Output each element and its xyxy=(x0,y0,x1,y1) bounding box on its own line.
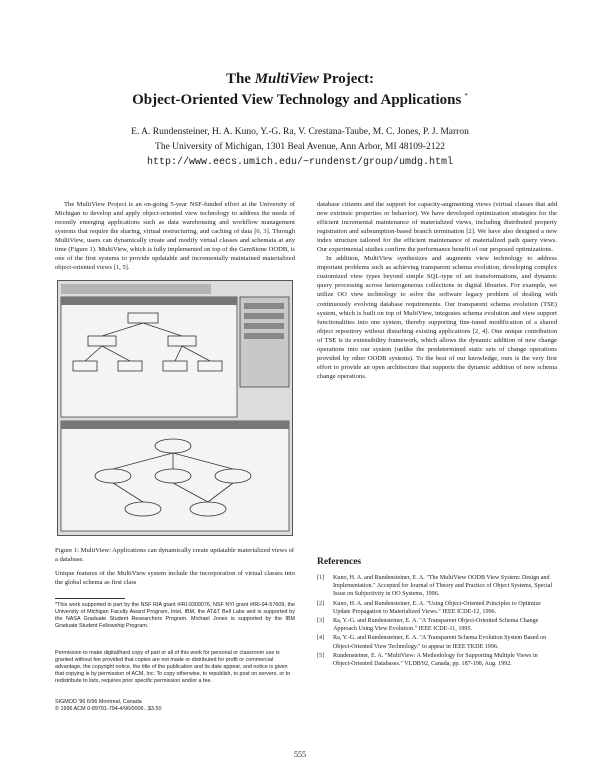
reference-number: [3] xyxy=(317,618,325,625)
reference-item xyxy=(317,652,557,668)
reference-item xyxy=(317,617,557,633)
title-footnote-mark: * xyxy=(464,92,468,100)
reference-item xyxy=(317,600,557,616)
references-heading: References xyxy=(317,557,362,567)
reference-item xyxy=(317,574,557,599)
copyright-isbn: © 1996 ACM 0-89791-794-4/96/0006...$3.50 xyxy=(55,706,162,712)
left-column-para-2: Unique features of the MultiView system include the incorporation of virtual classes into the global schema as first class xyxy=(55,570,295,587)
author-list: E. A. Rundensteiner, H. A. Kuno, Y.-G. Ra, V. Crestana-Taube, M. C. Jones, P. J. Marron xyxy=(131,127,469,137)
right-column xyxy=(317,200,557,381)
permission-notice: Permission to make digital/hard copy of part or all of this work for personal or classroom use is granted without fee provided that copies are not made or distributed for profit or commercial advantage, the copyright notice, the title of the publication and its date appear, and notice is given that copying is by permission of ACM, Inc. To copy otherwise, to republish, to post on servers, or to redistribute to lists, requires prior specific permission and/or a fee. xyxy=(55,650,291,684)
right-para-2: In addition, MultiView synthesizes and augments view technology to address important problems such as achieving transparent schema evolution, developing complex customized view types beyond simple SQL-type of set transformations, and dynamic query processing across heterogeneous collections in digital libraries. For example, we utilize OO view technology to solve the software legacy problem of dealing with continuously evolving database requirements. Our transparent schema evolution (TSE) system, which is built on top of MultiView, integrates schema evolution and view support functionalities into one system, thereby supporting fine-tuned modification of a shared object repository without disturbing existing applications [2, 4]. One unique contribution of TSE is its extensibility framework, which allows the dynamic addition of new change operations into our system (unlike the predetermined static sets of change operations provided by other OODB systems). To the best of our knowledge, ours is the very first effort to provide an open architecture that supports the dynamic addition of new schema change operations. xyxy=(317,255,557,380)
figure-1-caption: Figure 1: MultiView: Applications can dynamically create updatable materialized views of a database. xyxy=(55,547,295,564)
title-subtitle: Object-Oriented View Technology and Applications xyxy=(132,92,462,108)
project-url: http://www.eecs.umich.edu/~rundenst/group/umdg.html xyxy=(146,157,454,168)
left-column-intro xyxy=(55,200,295,272)
reference-text: Ra, Y.-G. and Rundensteiner, E. A. "A Transparent Schema Evolution System Based on Object-Oriented View Technology." to appear in IEEE TKDE 1996. xyxy=(333,635,547,650)
title-text-end: Project: xyxy=(318,71,375,87)
funding-footnote: *This work supported in part by the NSF RIA grant #IRI-9309076, NSF NYI grant #IRI-94-57609, the University of Michigan Faculty Award Program, Intel, IBM, the AT&T Bell Labs and is supported by the NASA Graduate Student Researchers Program. Michael Jones is supported by the IBM Graduate Student Fellowship Program. xyxy=(55,602,295,629)
reference-text: Kuno, H. A. and Rundensteiner, E. A. "Using Object-Oriented Principles to Optimize Update Propagation to Materialized Views." IEEE ICDE-12, 1996. xyxy=(333,600,541,615)
references-list xyxy=(317,574,557,669)
paper-title-line-1 xyxy=(0,71,600,88)
footnote-rule xyxy=(55,598,125,599)
reference-text: Ra, Y.-G. and Rundensteiner, E. A. "A Transparent Object-Oriented Schema Change Approach Using View Evolution." IEEE ICDE-11, 1995. xyxy=(333,618,539,633)
intro-paragraph: The MultiView Project is an on-going 5-year NSF-funded effort at the University of Michigan to develop and apply object-oriented view technology to address the needs of recently emerging applications such as data warehousing and workflow management systems that require the sharing, virtual restructuring, and caching of data [6, 3]. Through MultiView, users can dynamically create and modify virtual classes and schemata at any time (Figure 1). MultiView, which is fully implemented on top of the GemStone OODB, is one of the first systems to provide updatable and incrementally maintained materialized object-oriented views [1, 5]. xyxy=(55,201,295,272)
reference-text: Kuno, H. A. and Rundensteiner, E. A. "The MultiView OODB View System: Design and Implementation." Accepted for Journal of Theory and Practice of Object Systems, Special Issue on Subjectivity in OO Systems, 1996. xyxy=(333,575,553,598)
reference-number: [1] xyxy=(317,575,325,581)
reference-number: [2] xyxy=(317,600,325,607)
reference-number: [4] xyxy=(317,635,325,642)
right-para-1: database citizens and the support for capacity-augmenting views (virtual classes that add new extrinsic properties or behavior). We have developed optimization strategies for the efficient incremental maintenance of materialized views, including distributed property registration and subsumption-based branch termination [2]. We have also designed a new index structure tailored for the efficient maintenance of materialized path query views. Our experimental studies confirm the performance benefit of our proposed optimizations. xyxy=(317,201,557,254)
figure-1-screenshot xyxy=(57,280,293,536)
paper-title-line-2 xyxy=(0,92,600,109)
copyright-venue: SIGMOD '96 6/96 Montreal, Canada xyxy=(55,699,142,705)
title-text: The xyxy=(225,71,255,87)
title-italic-multiview: MultiView xyxy=(254,71,319,87)
multiview-screenshot-illustration xyxy=(58,281,292,535)
reference-number: [5] xyxy=(317,652,325,659)
reference-item xyxy=(317,634,557,650)
copyright-block xyxy=(55,699,295,713)
page-number: 555 xyxy=(294,750,306,759)
affiliation: The University of Michigan, 1301 Beal Avenue, Ann Arbor, MI 48109-2122 xyxy=(155,142,445,152)
reference-text: Rundensteiner, E. A. "MultiView: A Methodology for Supporting Multiple Views in Object-Oriented Databases." VLDB'92, Canada, pp. 187-198, Aug. 1992. xyxy=(333,652,538,668)
